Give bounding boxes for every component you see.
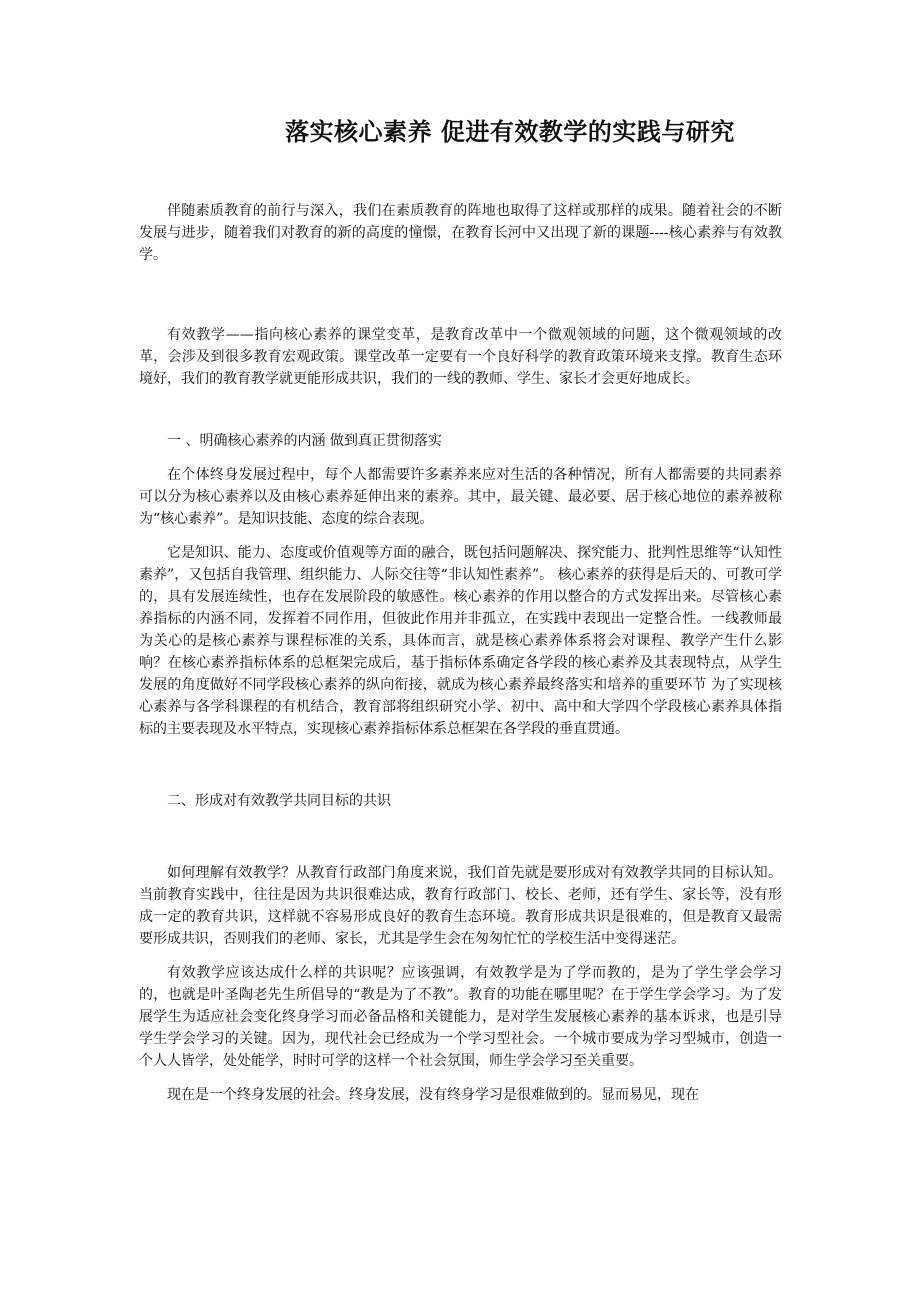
- paragraph-intro: 伴随素质教育的前行与深入，我们在素质教育的阵地也取得了这样或那样的成果。随着社会的不断发展与进步，随着我们对教育的新的高度的憧憬，在教育长河中又出现了新的课题----核心素养与有效教学。: [139, 203, 782, 263]
- paragraph-core-literacy-definition: 在个体终身发展过程中，每个人都需要许多素养来应对生活的各种情况，所有人都需要的共同素养可以分为核心素养以及由核心素养延伸出来的素养。其中，最关键、最必要、居于核心地位的素养被称为“核心素养”。是知识技能、态度的综合表现。: [139, 467, 782, 527]
- document-title: 落实核心素养 促进有效教学的实践与研究: [285, 118, 735, 146]
- paragraph-lifelong: 现在是一个终身发展的社会。终身发展，没有终身学习是很难做到的。显而易见，现在: [167, 1087, 699, 1103]
- section-heading-2: 二、形成对有效教学共同目标的共识: [167, 793, 391, 809]
- paragraph-consensus: 有效教学应该达成什么样的共识呢？应该强调，有效教学是为了学而教的，是为了学生学会学习的，也就是叶圣陶老先生所倡导的“教是为了不教”。教育的功能在哪里呢？在于学生学会学习。为了发展学生为适应社会变化终身学习而必备品格和关键能力，是对学生发展核心素养的基本诉求，也是引导学生学会学习的关键。因为，现代社会已经成为一个学习型社会。一个城市要成为学习型城市，创造一个人人皆学，处处能学，时时可学的这样一个社会氛围，师生学会学习至关重要。: [139, 965, 782, 1069]
- section-heading-1: 一 、明确核心素养的内涵 做到真正贯彻落实: [167, 433, 442, 449]
- paragraph-core-literacy-integration: 它是知识、能力、态度或价值观等方面的融合，既包括问题解决、探究能力、批判性思维等“认知性素养”，又包括自我管理、组织能力、人际交往等“非认知性素养”。 核心素养的获得是后天的、可教可学的，具有发展连续性，也存在发展阶段的敏感性。核心素养的作用以整合的方式发挥出来。尽管核心素养指标的内涵不同，发挥着不同作用，但彼此作用并非孤立，在实践中表现出一定整合性。一线教师最为关心的是核心素养与课程标准的关系，具体而言，就是核心素养体系将会对课程、教学产生什么影响？在核心素养指标体系的总框架完成后，基于指标体系确定各学段的核心素养及其表现特点，从学生发展的角度做好不同学段核心素养的纵向衔接，就成为核心素养最终落实和培养的重要环节 为了实现核心素养与各学科课程的有机结合，教育部将组织研究小学、初中、高中和大学四个学段核心素养具体指标的主要表现及水平特点，实现核心素养指标体系总框架在各学段的垂直贯通。: [139, 545, 782, 737]
- document-body: [139, 200, 782, 1106]
- paragraph-shared-goal: 如何理解有效教学？从教育行政部门角度来说，我们首先就是要形成对有效教学共同的目标认知。当前教育实践中，往往是因为共识很难达成，教育行政部门、校长、老师，还有学生、家长等，没有形成一定的教育共识，这样就不容易形成良好的教育生态环境。教育形成共识是很难的，但是教育又最需要形成共识，否则我们的老师、家长，尤其是学生会在匆匆忙忙的学校生活中变得迷茫。: [139, 865, 782, 947]
- paragraph-effective-teaching: 有效教学——指向核心素养的课堂变革，是教育改革中一个微观领域的问题，这个微观领域的改革，会涉及到很多教育宏观政策。课堂改革一定要有一个良好科学的教育政策环境来支撑。教育生态环境好，我们的教育教学就更能形成共识，我们的一线的教师、学生、家长才会更好地成长。: [139, 327, 782, 387]
